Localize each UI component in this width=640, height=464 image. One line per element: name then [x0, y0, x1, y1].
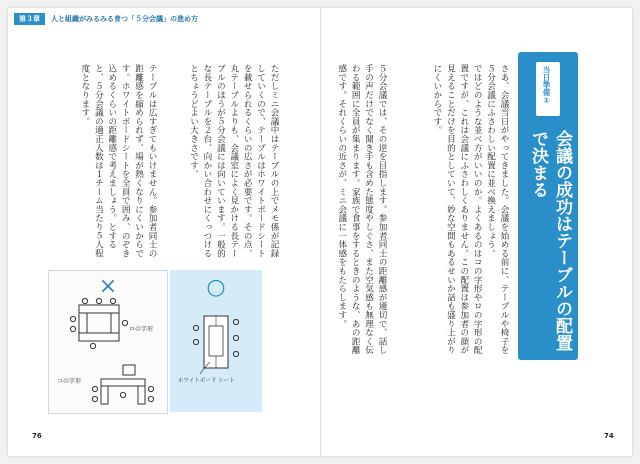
bad-mark: ×: [98, 274, 118, 299]
left-paragraph-2: テーブルは広すぎてもいけません。参加者同士の距離感を縮められず、場が熱くなりにくいからです。ホワイトボードシートを全員で囲み、のぞき込めるくらいの距離感で考えましょう。とすると、５分会議の適正人数は１チーム当たり５人程度となります。: [79, 64, 157, 258]
book-spread: [8, 8, 632, 456]
chapter-title: 人と組織がみるみる育つ「５分会議」の進め方: [51, 15, 198, 23]
right-paragraph-2: ５分会議では、その逆を目指します。参加者同士の距離感が適切で、話し手の声だけでなく聞き手も含めた態度やしぐさ、また空気感も無理なく伝わる範囲に全員が集まります。家族で食事をするときのような、あの距離感です。それくらいの近さが、ミニ会議に一体感をもたらします。: [336, 64, 387, 355]
good-layout-diagram: [170, 270, 262, 412]
section-badge-label: 当日準備①: [542, 66, 551, 105]
section-title-box: [518, 52, 578, 360]
page-number-left: 76: [32, 432, 42, 440]
label-ro-shape: ロの字形: [129, 326, 154, 333]
bad-layout-illustration: [49, 271, 167, 413]
chapter-header: [14, 12, 198, 26]
right-paragraph-1: さあ、会議当日がやってきました。会議を始める前に、テーブルや椅子を５分会議にふさわしい配置に並べ換えましょう。 ではどのような並べ方がいいのか。よくあるのはコの字形やロの字形の配置ですが、これは会議にふさわしくありません。この配置は参加者の顔が見えることだけを目的としていて、妙な空間もあるせいか話も盛り上がりにくいからです。: [431, 64, 509, 355]
left-paragraph-1: ただしミニ会議中はテーブルの上でメモ係が記録していくので、テーブルはホワイトボードシートを載せられるくらいの広さが必要です。その点、丸テーブルよりも、会議室によく見かける長テーブルのほうが５分会議には向いています。一般的な長テーブルを２台、向かい合わせにくっつけるとちょうどよい大きさです。: [188, 64, 279, 258]
good-layout-illustration: [170, 270, 262, 412]
section-title: 会議の成功はテーブルの配置で決まる: [528, 130, 572, 351]
section-badge: [536, 62, 560, 116]
label-ko-shape: コの字形: [57, 378, 82, 385]
bad-layout-diagram: [48, 270, 168, 414]
label-sheet-line: ホワイトボード シート: [178, 378, 235, 384]
chapter-number: 第３章: [14, 13, 45, 25]
page-number-right: 74: [604, 432, 614, 440]
good-mark: ○: [206, 275, 226, 300]
label-whiteboard-sheet: [178, 377, 235, 384]
